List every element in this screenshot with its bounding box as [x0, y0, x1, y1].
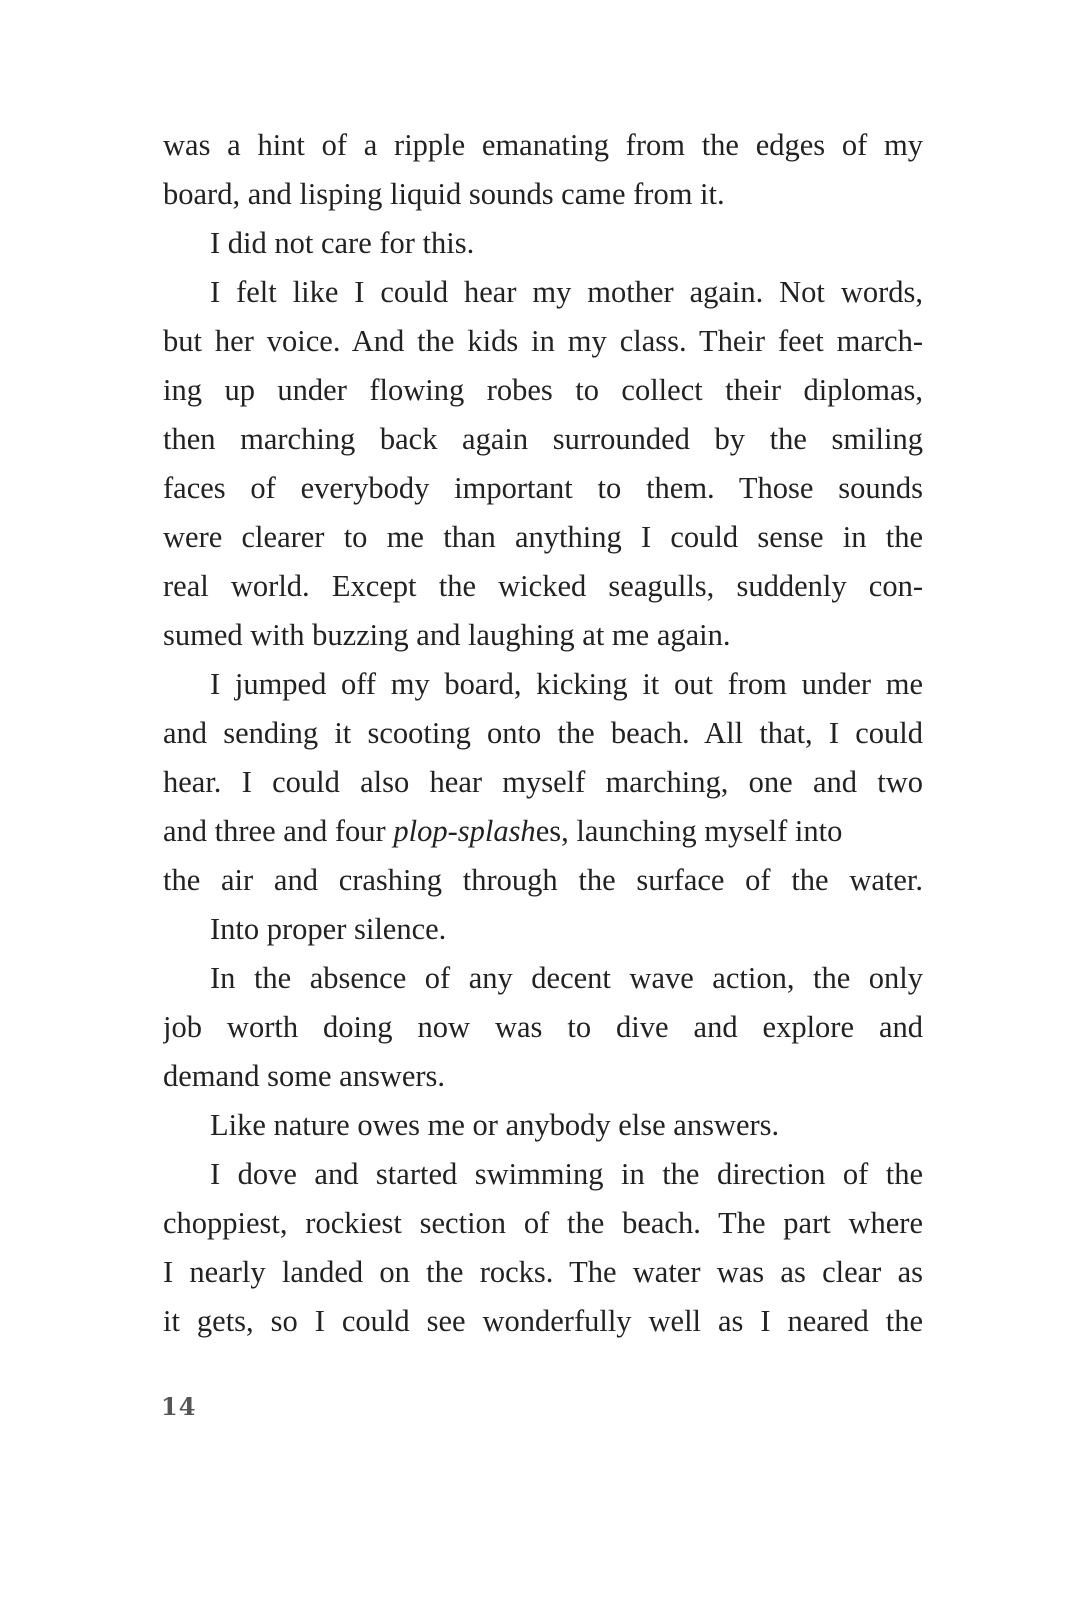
text-line: demand some answers. [163, 1059, 446, 1093]
text-line: but her voice. And the kids in my class. Their feet march- [163, 324, 923, 358]
text-line: were clearer to me than anything I could sense in the [163, 520, 923, 554]
text-line: then marching back again surrounded by the smiling [163, 422, 923, 456]
text-segment: es, launching myself into [535, 814, 843, 848]
text-line: job worth doing now was to dive and explore and [163, 1010, 923, 1044]
text-line: In the absence of any decent wave action, the only [210, 961, 923, 995]
text-line: board, and lisping liquid sounds came from it. [163, 177, 725, 211]
text-line: the air and crashing through the surface of the water. [163, 863, 923, 897]
text-line: faces of everybody important to them. Those sounds [163, 471, 923, 505]
text-line: was a hint of a ripple emanating from the edges of my [163, 128, 923, 162]
text-line: I nearly landed on the rocks. The water was as clear as [163, 1255, 923, 1289]
text-line: I did not care for this. [210, 226, 475, 260]
text-line: Into proper silence. [210, 912, 447, 946]
text-line: choppiest, rockiest section of the beach. The part where [163, 1206, 923, 1240]
text-line: it gets, so I could see wonderfully well as I neared the [163, 1304, 923, 1338]
body-text [163, 121, 923, 1346]
text-line: Like nature owes me or anybody else answers. [210, 1108, 780, 1142]
text-line: and sending it scooting onto the beach. All that, I could [163, 716, 923, 750]
text-line [163, 807, 923, 856]
text-segment: and three and four [163, 814, 386, 848]
text-line: I dove and started swimming in the direction of the [210, 1157, 923, 1191]
text-line: hear. I could also hear myself marching, one and two [163, 765, 923, 799]
text-line: real world. Except the wicked seagulls, suddenly con- [163, 569, 923, 603]
text-line: sumed with buzzing and laughing at me again. [163, 618, 731, 652]
text-line: ing up under flowing robes to collect their diplomas, [163, 373, 923, 407]
page-number: 14 [161, 1392, 197, 1421]
text-line: I felt like I could hear my mother again. Not words, [210, 275, 923, 309]
text-line: I jumped off my board, kicking it out from under me [210, 667, 923, 701]
italic-text: plop-splash [393, 814, 536, 848]
